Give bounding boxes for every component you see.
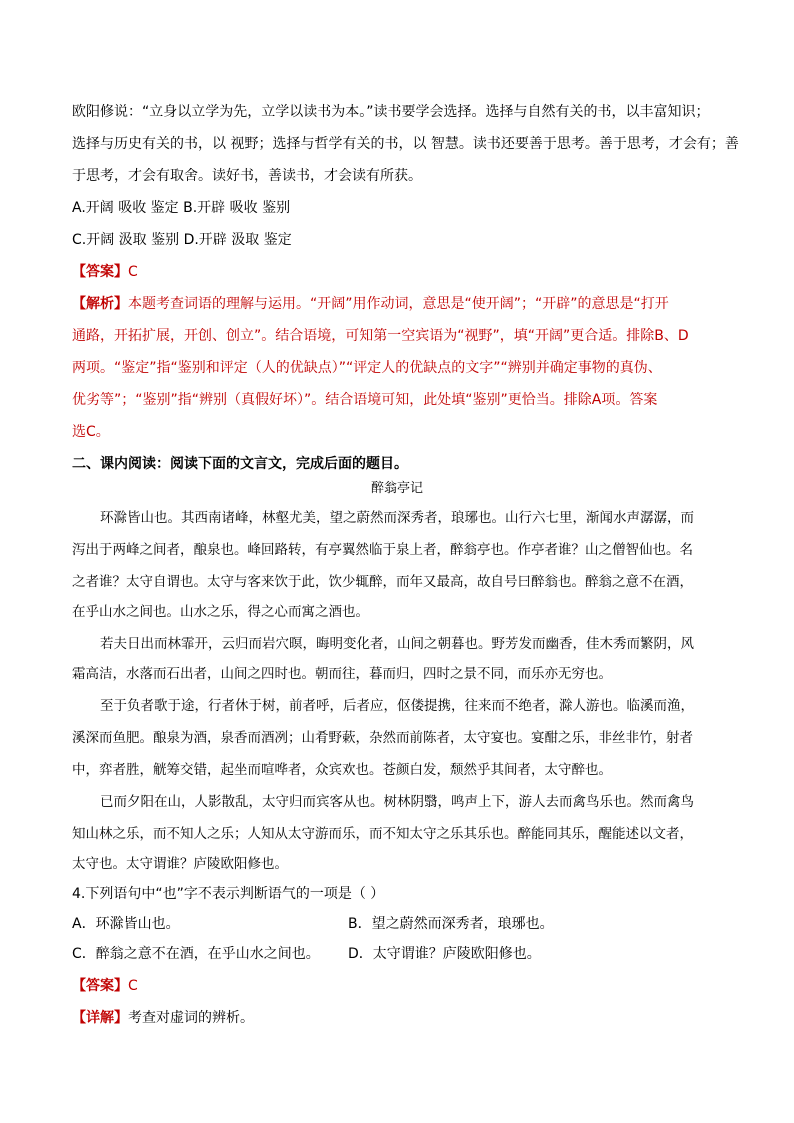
q4-option-c: C．醉翁之意不在酒，在乎山水之间也。 <box>72 946 320 962</box>
analysis-label: 【解析】 <box>72 296 128 312</box>
q4-answer <box>72 976 732 996</box>
essay-p1-line-3: 之者谁？太守自谓也。太守与客来饮于此，饮少辄醉，而年又最高，故自号曰醉翁也。醉翁之意不在酒， <box>72 574 693 590</box>
detail-label: 【详解】 <box>72 1010 128 1026</box>
q3-analysis-line-4: 优劣等”；“鉴别”指“辨别（真假好坏）”。结合语境可知，此处填“鉴别”更恰当。排除A项。答案 <box>72 392 658 408</box>
essay-p2-line-1: 若夫日出而林霏开，云归而岩穴暝，晦明变化者，山间之朝暮也。野芳发而幽香，佳木秀而繁阴，风 <box>100 636 694 652</box>
essay-p4-line-3: 太守也。太守谓谁？庐陵欧阳修也。 <box>72 856 288 872</box>
q4-stem: 4.下列语句中“也”字不表示判断语气的一项是（ ） <box>72 886 385 902</box>
essay-title: 醉翁亭记 <box>370 481 423 496</box>
intro-line-2: 选择与历史有关的书，以 视野；选择与哲学有关的书，以 智慧。读书还要善于思考。善于思考，才会有；善 <box>72 136 739 152</box>
essay-p2-line-2: 霜高洁，水落而石出者，山间之四时也。朝而往，暮而归，四时之景不同，而乐亦无穷也。 <box>72 666 612 682</box>
q4-detail <box>72 1008 732 1028</box>
q3-option-row-2: C.开阔 汲取 鉴别 D.开辟 汲取 鉴定 <box>72 232 292 248</box>
intro-line-3: 于思考，才会有取舍。读好书，善读书，才会读有所获。 <box>72 168 422 184</box>
q4-option-a: A．环滁皆山也。 <box>72 916 180 932</box>
essay-p4-line-1: 已而夕阳在山，人影散乱，太守归而宾客从也。树林阴翳，鸣声上下，游人去而禽鸟乐也。然而禽鸟 <box>100 794 694 810</box>
essay-p1-line-2: 泻出于两峰之间者，酿泉也。峰回路转，有亭翼然临于泉上者，醉翁亭也。作亭者谁？山之僧智仙也。名 <box>72 542 693 558</box>
answer-label: 【答案】 <box>72 978 128 994</box>
q4-option-b: B．望之蔚然而深秀者，琅琊也。 <box>348 916 554 932</box>
section-heading: 二、课内阅读：阅读下面的文言文，完成后面的题目。 <box>72 456 408 472</box>
q4-option-d: D．太守谓谁？庐陵欧阳修也。 <box>348 946 541 962</box>
answer-value: C <box>128 978 138 994</box>
intro-line-1: 欧阳修说：“立身以立学为先，立学以读书为本。”读书要学会选择。选择与自然有关的书，以丰富知识； <box>72 104 710 120</box>
answer-value: C <box>128 264 138 280</box>
essay-p3-line-3: 中，弈者胜，觥筹交错，起坐而喧哗者，众宾欢也。苍颜白发，颓然乎其间者，太守醉也。 <box>72 762 612 778</box>
q3-analysis-line-1 <box>72 294 732 314</box>
q3-analysis-line-2: 通路，开拓扩展，开创、创立”。结合语境，可知第一空宾语为“视野”，填“开阔”更合适。排除B、D <box>72 328 689 344</box>
essay-p1-line-4: 在乎山水之间也。山水之乐，得之心而寓之酒也。 <box>72 604 369 620</box>
essay-p4-line-2: 知山林之乐，而不知人之乐；人知从太守游而乐，而不知太守之乐其乐也。醉能同其乐，醒能述以文者， <box>72 826 693 842</box>
q3-answer <box>72 262 732 282</box>
analysis-text: 本题考查词语的理解与运用。“开阔”用作动词，意思是“使开阔”；“开辟”的意思是“打开 <box>128 296 669 312</box>
q3-option-row-1: A.开阔 吸收 鉴定 B.开辟 吸收 鉴别 <box>72 200 291 216</box>
detail-text: 考查对虚词的辨析。 <box>128 1010 254 1026</box>
answer-label: 【答案】 <box>72 264 128 280</box>
q3-analysis-line-3: 两项。“鉴定”指“鉴别和评定（人的优缺点）”“评定人的优缺点的文字”“辨别并确定事物的真伪、 <box>72 360 662 376</box>
essay-p3-line-2: 溪深而鱼肥。酿泉为酒，泉香而酒冽；山肴野蔌，杂然而前陈者，太守宴也。宴酣之乐，非丝非竹，射者 <box>72 730 693 746</box>
q3-analysis-line-5: 选C。 <box>72 424 110 440</box>
essay-p1-line-1: 环滁皆山也。其西南诸峰，林壑尤美，望之蔚然而深秀者，琅琊也。山行六七里，渐闻水声潺潺，而 <box>100 510 694 526</box>
essay-p3-line-1: 至于负者歌于途，行者休于树，前者呼，后者应，伛偻提携，往来而不绝者，滁人游也。临溪而渔， <box>100 698 694 714</box>
